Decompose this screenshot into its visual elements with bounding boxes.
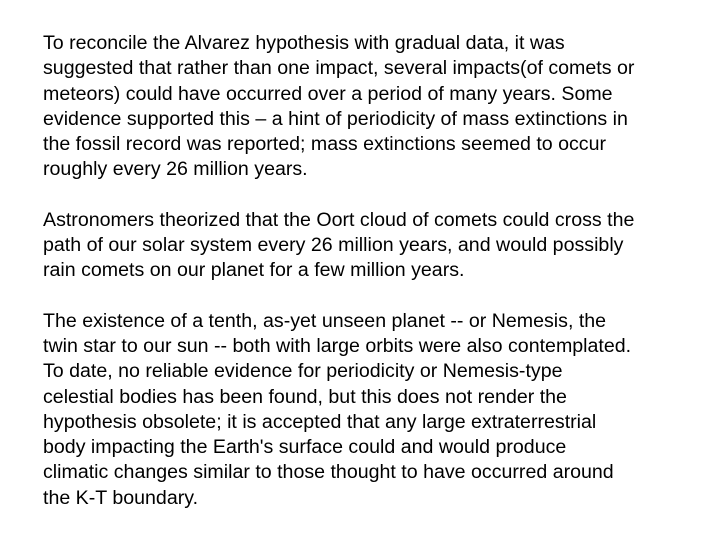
text-line: To date, no reliable evidence for periodicity or Nemesis-type xyxy=(43,360,563,383)
paragraph-nemesis xyxy=(43,309,715,511)
paragraph-spacer xyxy=(43,183,715,208)
text-line: climatic changes similar to those thought to have occurred around xyxy=(43,461,614,484)
text-line: the fossil record was reported; mass extinctions seemed to occur xyxy=(43,133,607,156)
text-line: hypothesis obsolete; it is accepted that any large extraterrestrial xyxy=(43,410,597,433)
text-line: celestial bodies has been found, but this does not render the xyxy=(43,385,567,408)
paragraph-oort-cloud xyxy=(43,208,715,284)
text-line: Astronomers theorized that the Oort cloud of comets could cross the xyxy=(43,208,635,231)
body-text xyxy=(43,31,715,511)
text-line: roughly every 26 million years. xyxy=(43,158,308,181)
text-line: path of our solar system every 26 million years, and would possibly xyxy=(43,234,624,257)
text-line: body impacting the Earth's surface could and would produce xyxy=(43,436,567,459)
text-line: suggested that rather than one impact, several impacts(of comets or xyxy=(43,57,635,80)
paragraph-spacer xyxy=(43,284,715,309)
text-line: the K-T boundary. xyxy=(43,486,199,509)
text-line: rain comets on our planet for a few million years. xyxy=(43,259,465,282)
text-line: To reconcile the Alvarez hypothesis with gradual data, it was xyxy=(43,32,565,54)
text-line: evidence supported this – a hint of periodicity of mass extinctions in xyxy=(43,107,628,130)
text-line: meteors) could have occurred over a period of many years. Some xyxy=(43,82,613,105)
text-line: twin star to our sun -- both with large orbits were also contemplated. xyxy=(43,334,632,357)
paragraph-alvarez-hypothesis xyxy=(43,31,715,183)
text-line: The existence of a tenth, as-yet unseen planet -- or Nemesis, the xyxy=(43,309,607,332)
